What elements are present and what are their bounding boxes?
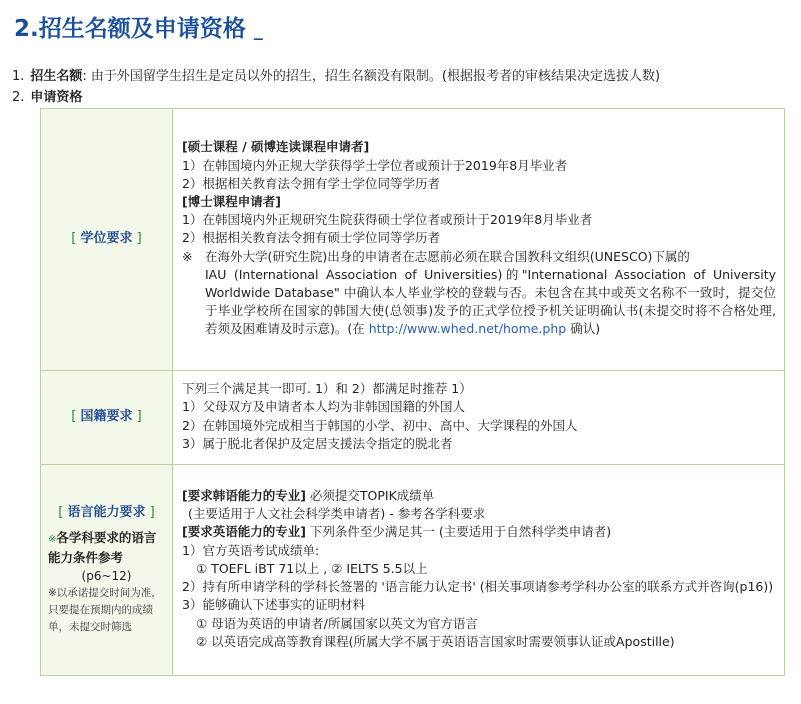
title-underscore: _ — [253, 20, 263, 41]
phd-item-2: 2）根据相关教育法令拥有硕士学位同等学历者 — [182, 230, 440, 246]
english-item-1-scores: ① TOEFL iBT 71以上 , ② IELTS 5.5以上 — [196, 560, 428, 576]
bracket-close: ] — [132, 409, 142, 425]
korean-text: 必须提交TOPIK成绩单 — [305, 488, 435, 504]
nationality-item-3: 3）属于脱北者保护及定居支援法令指定的脱北者 — [182, 435, 453, 451]
intro-item-qualification — [12, 87, 660, 108]
english-heading: [要求英语能力的专业] — [182, 524, 306, 540]
qualification-label: 申请资格 — [30, 90, 83, 105]
nationality-label-cell — [41, 371, 173, 465]
degree-label: 学位要求 — [80, 231, 133, 247]
intro-item-number: 2. — [12, 90, 25, 105]
korean-sub: (主要适用于人文社会科学类申请者) - 参考各学科要求 — [188, 506, 486, 522]
english-item-3-a: ① 母语为英语的申请者/所属国家以英文为官方语言 — [196, 615, 478, 631]
note-body-end: 确认) — [570, 321, 601, 337]
bracket-open: [ — [71, 409, 81, 425]
english-item-1: 1）官方英语考试成绩单: — [182, 542, 320, 558]
language-note-title-text: 各学科要求的语言能力条件参考 — [48, 529, 157, 565]
note-mark: ※ — [48, 533, 57, 545]
language-label: 语言能力要求 — [67, 505, 146, 521]
language-label-cell — [41, 465, 173, 676]
nationality-intro: 下列三个满足其一即可. 1）和 2）都满足时推荐 1） — [182, 381, 472, 397]
english-text: 下列条件至少满足其一 (主要适用于自然科学类申请者) — [305, 524, 612, 540]
master-heading: [硕士课程 / 硕博连读课程申请者] — [182, 139, 370, 155]
korean-requirement — [182, 487, 776, 505]
language-note — [42, 529, 171, 636]
note-line-1: 在海外大学(研究生院)出身的申请者在志愿前必须在联合国教科文组织(UNESCO)下属的 — [205, 248, 690, 264]
master-item-1: 1）在韩国境内外正规大学获得学士学位者或预计于2019年8月毕业者 — [182, 157, 568, 173]
page-title — [14, 10, 263, 43]
nationality-item-1: 1）父母双方及申请者本人均为非韩国国籍的外国人 — [182, 399, 465, 415]
bracket-close: ] — [145, 505, 155, 521]
degree-label-cell — [41, 109, 173, 371]
quota-label: 招生名额 — [30, 69, 83, 84]
intro-item-quota — [12, 66, 660, 87]
bracket-open: [ — [58, 505, 68, 521]
korean-heading: [要求韩语能力的专业] — [182, 488, 306, 504]
whed-link[interactable]: http://www.whed.net/home.php — [368, 321, 567, 337]
english-item-3: 3）能够确认下述事实的证明材料 — [182, 597, 365, 613]
requirements-table — [40, 108, 785, 676]
nationality-label: 国籍要求 — [80, 409, 133, 425]
quota-text: : 由于外国留学生招生是定员以外的招生，招生名额没有限制。(根据报考者的审核结果决定选拔人数) — [82, 69, 661, 84]
nationality-item-2: 2）在韩国境外完成相当于韩国的小学、初中、高中、大学课程的外国人 — [182, 417, 578, 433]
language-note-small: ※以承诺提交时间为准，只要提在预期内的成绩单，未提交时筛选 — [48, 586, 162, 633]
english-item-3-b: ② 以英语完成高等教育课程(所属大学不属于英语语言国家时需要领事认证或Apostille) — [196, 633, 675, 649]
master-item-2: 2）根据相关教育法令拥有学士学位同等学历者 — [182, 175, 440, 191]
language-content — [173, 465, 785, 676]
english-requirement — [182, 523, 776, 541]
degree-row — [41, 109, 785, 371]
note-body — [182, 266, 776, 339]
english-item-2: 2）持有所申请学科的学科长签署的 '语言能力认定书' (相关事项请参考学科办公室的联系方式并咨询(p16)) — [182, 579, 774, 595]
language-note-title — [48, 529, 165, 567]
language-row — [41, 465, 785, 676]
note-mark: ※ — [182, 248, 193, 264]
nationality-row — [41, 371, 785, 465]
nationality-content — [173, 371, 785, 465]
language-note-pages: (p6~12) — [81, 568, 132, 583]
degree-content — [173, 109, 785, 371]
intro-section — [12, 66, 660, 108]
title-text: 2.招生名额及申请资格 — [14, 16, 246, 42]
bracket-close: ] — [132, 231, 142, 247]
degree-note — [182, 248, 776, 339]
phd-heading: [博士课程申请者] — [182, 193, 281, 209]
language-label-wrap — [42, 504, 171, 522]
intro-item-number: 1. — [12, 69, 25, 84]
note-body-text: IAU (International Association of Universities)的"International Association of University Worldwide Database" 中确认本人毕业学校的登载与否。未包含在其中或英文名称不一致时，提交位于毕业学校所在国家的韩国大使(总领事)发予的正式学位授予机关证明确认书(未提交时将不合格处理, 若须及困难请及时示意)。(在 — [205, 266, 776, 337]
bracket-open: [ — [71, 231, 81, 247]
phd-item-1: 1）在韩国境内外正规研究生院获得硕士学位者或预计于2019年8月毕业者 — [182, 212, 593, 228]
